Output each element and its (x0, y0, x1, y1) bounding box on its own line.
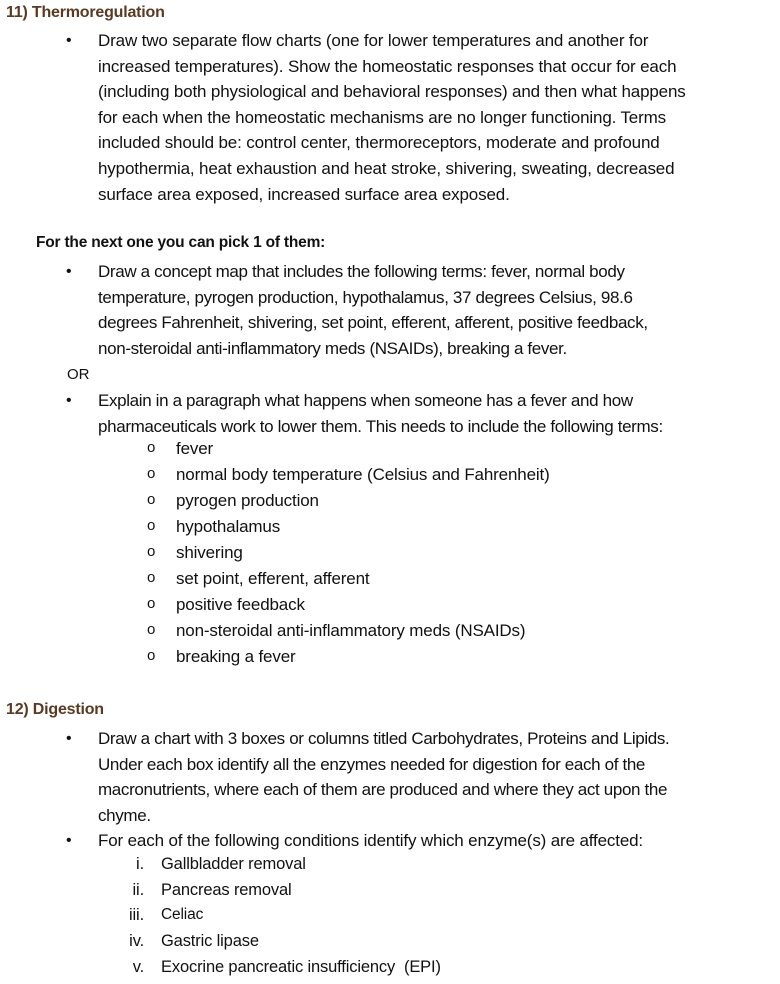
paragraph-line: (including both physiological and behavioral responses) and then what happens (98, 82, 686, 102)
paragraph-line: Under each box identify all the enzymes needed for digestion for each of the (98, 754, 646, 774)
bullet-icon: • (66, 32, 72, 49)
or-separator: OR (67, 366, 90, 383)
paragraph-line: non-steroidal anti-inflammatory meds (NSAIDs), breaking a fever. (98, 338, 567, 358)
roman-numeral: iii. (129, 906, 144, 924)
bullet-paragraph (98, 388, 663, 439)
paragraph-line: macronutrients, where each of them are produced and where they act upon the (98, 780, 668, 800)
section-12-heading: 12) Digestion (6, 701, 104, 718)
paragraph-line: pharmaceuticals work to lower them. This needs to include the following terms: (98, 416, 663, 436)
circle-bullet-icon: o (147, 569, 156, 586)
paragraph-line: surface area exposed, increased surface area exposed. (98, 184, 510, 204)
roman-numeral: i. (136, 855, 144, 873)
paragraph-line: degrees Fahrenheit, shivering, set point, efferent, afferent, positive feedback, (98, 313, 648, 333)
pick-one-heading: For the next one you can pick 1 of them: (36, 234, 326, 251)
roman-numeral: iv. (129, 932, 144, 950)
circle-bullet-icon: o (147, 517, 156, 534)
paragraph-line: For each of the following conditions identify which enzyme(s) are affected: (98, 831, 644, 850)
paragraph-line: included should be: control center, thermoreceptors, moderate and profound (98, 133, 660, 153)
bullet-icon: • (66, 263, 72, 280)
roman-numeral: v. (132, 958, 144, 976)
bullet-icon: • (66, 730, 72, 747)
circle-bullet-icon: o (147, 543, 156, 560)
circle-bullet-icon: o (147, 465, 156, 482)
paragraph-line: chyme. (98, 805, 151, 825)
paragraph-line: for each when the homeostatic mechanisms are no longer functioning. Terms (98, 107, 666, 127)
paragraph-line: hypothermia, heat exhaustion and heat stroke, shivering, sweating, decreased (98, 158, 675, 178)
bullet-icon: • (66, 832, 72, 849)
bullet-paragraph (98, 259, 648, 361)
paragraph-line: Draw two separate flow charts (one for lower temperatures and another for (98, 31, 649, 50)
paragraph-line: increased temperatures). Show the homeostatic responses that occur for each (98, 56, 677, 76)
circle-bullet-icon: o (147, 595, 156, 612)
paragraph-line: Draw a chart with 3 boxes or columns titled Carbohydrates, Proteins and Lipids. (98, 729, 670, 748)
roman-numeral: ii. (132, 881, 144, 899)
circle-bullet-icon: o (147, 647, 156, 664)
bullet-paragraph (98, 828, 643, 854)
circle-bullet-icon: o (147, 491, 156, 508)
section-11-heading: 11) Thermoregulation (6, 4, 165, 21)
paragraph-line: temperature, pyrogen production, hypothalamus, 37 degrees Celsius, 98.6 (98, 287, 633, 307)
bullet-paragraph (98, 28, 686, 207)
circle-bullet-icon: o (147, 439, 156, 456)
bullet-icon: • (66, 392, 72, 409)
paragraph-line: Draw a concept map that includes the following terms: fever, normal body (98, 262, 625, 281)
circle-bullet-icon: o (147, 621, 156, 638)
bullet-paragraph (98, 726, 669, 828)
paragraph-line: Explain in a paragraph what happens when someone has a fever and how (98, 391, 633, 410)
